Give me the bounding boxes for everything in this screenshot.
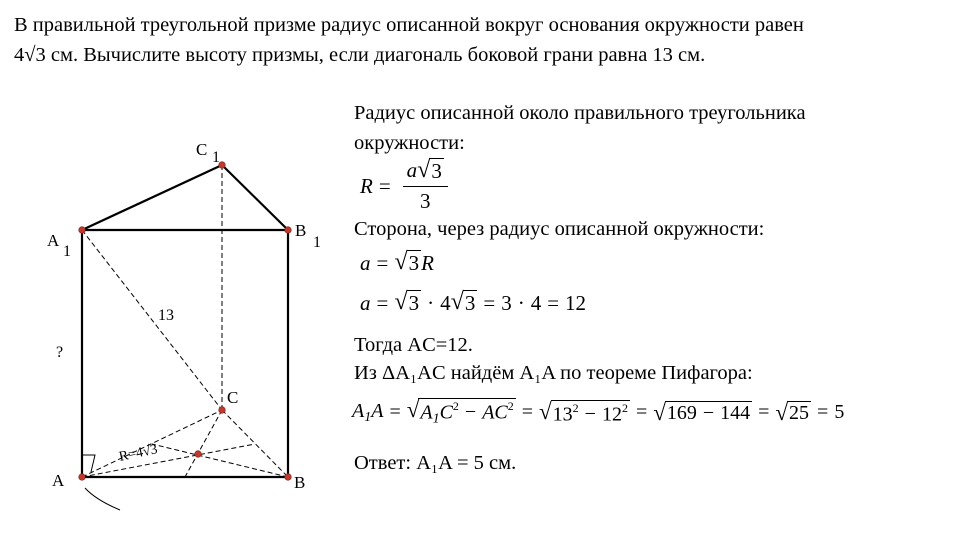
label-unknown-height: ? [56, 344, 64, 361]
f4-n2: 12 [601, 402, 622, 425]
label-a: A [52, 471, 65, 490]
f3-sqrt-2 [451, 290, 478, 316]
f3-rad1: 3 [408, 291, 420, 315]
f3-dot1: · [427, 290, 435, 315]
f4-minus3: − [702, 401, 715, 424]
f4-eq4: = [758, 401, 770, 424]
f3-p1: 3 [501, 290, 512, 315]
f4-eq5: = [817, 401, 829, 424]
radical-icon: √ [394, 248, 408, 275]
diagonal-a1-c [82, 230, 222, 410]
radical-icon: √ [406, 397, 420, 422]
label-radius: R=4√3 [117, 442, 159, 465]
f4-sqrt-4 [775, 401, 811, 425]
f4-lhs-sub: 1 [364, 409, 372, 425]
f1-numerator [403, 158, 448, 187]
right-angle-mark [82, 455, 95, 472]
point-c [219, 407, 226, 414]
answer-line: Ответ: A₁A = 5 см. [354, 452, 517, 474]
point-a1 [79, 227, 86, 234]
f4-n1: 13 [552, 402, 573, 425]
edge-c1-b1 [222, 165, 288, 230]
median-b [152, 444, 288, 477]
radical-icon: √ [417, 156, 431, 183]
f4-eq2: = [521, 401, 534, 424]
f1-num-rad: 3 [431, 159, 442, 183]
point-b [285, 474, 292, 481]
f4-t1-sub: 1 [432, 411, 440, 427]
edge-a1-c1 [82, 165, 222, 230]
solution-line-5: Из ΔA₁AC найдём A₁A по теореме Пифагора: [354, 362, 753, 384]
f3-dot2: · [517, 290, 525, 315]
point-a [79, 474, 86, 481]
edge-c-b-hidden [222, 410, 288, 477]
problem-line-2: 4√3 см. Вычислите высоту призмы, если диагональ боковой грани равна 13 см. [14, 44, 706, 66]
f2-eq: = [376, 250, 389, 275]
f1-lhs: R [360, 173, 373, 198]
f1-fraction [403, 158, 448, 214]
f2-rad: 3 [408, 251, 420, 275]
problem-line-1: В правильной треугольной призме радиус описанной вокруг основания окружности равен [14, 14, 804, 36]
solution-line-1: Радиус описанной около правильного треугольника [354, 102, 806, 124]
f4-sqrt-3 [653, 401, 752, 425]
radical-icon: √ [450, 288, 464, 315]
f4-minus: − [464, 401, 477, 424]
f4-t2-exp: 2 [507, 399, 514, 413]
f2-lhs: a [360, 250, 371, 275]
f4-t1-exp: 2 [452, 399, 459, 413]
point-center [195, 451, 202, 458]
f4-v1: 169 [666, 401, 697, 424]
f3-result: 12 [565, 290, 587, 315]
f1-num-a: a [406, 158, 418, 182]
f2-sqrt [394, 250, 421, 276]
f4-lhs-a: A [352, 399, 365, 422]
f4-t1: A [420, 401, 433, 424]
f4-t2: AC [482, 401, 508, 424]
f3-rad2: 3 [464, 291, 476, 315]
radical-icon: √ [539, 398, 552, 424]
f2-rhs: R [421, 250, 434, 275]
f4-lhs-a2: A [371, 399, 384, 422]
construction-arc [85, 488, 120, 510]
f4-under-1 [418, 398, 515, 428]
f4-lhs [352, 400, 383, 426]
label-diagonal: 13 [158, 307, 174, 324]
f4-eq3: = [635, 401, 648, 424]
f4-sqrt-1 [407, 398, 516, 428]
f1-sqrt [417, 158, 444, 184]
formula-pythagoras [352, 398, 844, 428]
f4-v3: 25 [789, 401, 810, 424]
solution-line-4: Тогда AC=12. [354, 334, 473, 356]
f3-eq2: = [483, 290, 496, 315]
label-c: C [227, 388, 239, 407]
f4-v2: 144 [720, 401, 751, 424]
point-b1 [285, 227, 292, 234]
f4-under-2 [551, 400, 630, 426]
f4-minus2: − [584, 402, 596, 425]
f3-eq3: = [547, 290, 560, 315]
radical-icon: √ [653, 399, 666, 425]
label-b1-sub: 1 [313, 234, 321, 251]
prism-figure [30, 135, 370, 515]
f3-sqrt-1 [394, 290, 421, 316]
median-a [82, 444, 255, 477]
f4-t1b: C [439, 401, 453, 424]
label-c1-sub: 1 [212, 149, 220, 166]
radical-icon: √ [394, 288, 408, 315]
f4-n1-exp: 2 [572, 400, 579, 415]
problem-statement [14, 10, 954, 70]
radical-icon: √ [775, 399, 789, 425]
f3-coef: 4 [440, 290, 451, 315]
formula-circumradius [360, 158, 448, 214]
solution-line-2: окружности: [354, 132, 465, 154]
f4-sqrt-2 [539, 400, 630, 426]
f3-p2: 4 [530, 290, 542, 315]
solution-line-3: Сторона, через радиус описанной окружности: [354, 218, 765, 240]
f1-denominator: 3 [420, 189, 431, 213]
formula-side [360, 250, 434, 276]
formula-side-value [360, 290, 586, 316]
label-b1: B [295, 221, 307, 240]
label-a1: A [47, 231, 60, 250]
label-c1: C [196, 140, 208, 159]
f4-eq: = [389, 401, 401, 424]
f3-lhs: a [360, 290, 371, 315]
label-b: B [294, 473, 306, 492]
median-c [185, 410, 222, 477]
f4-under-3 [665, 401, 752, 425]
f4-result: 5 [834, 401, 845, 424]
f3-eq: = [376, 290, 389, 315]
f1-eq: = [378, 173, 391, 198]
f4-n2-exp: 2 [621, 400, 628, 415]
label-a1-sub: 1 [63, 243, 71, 260]
